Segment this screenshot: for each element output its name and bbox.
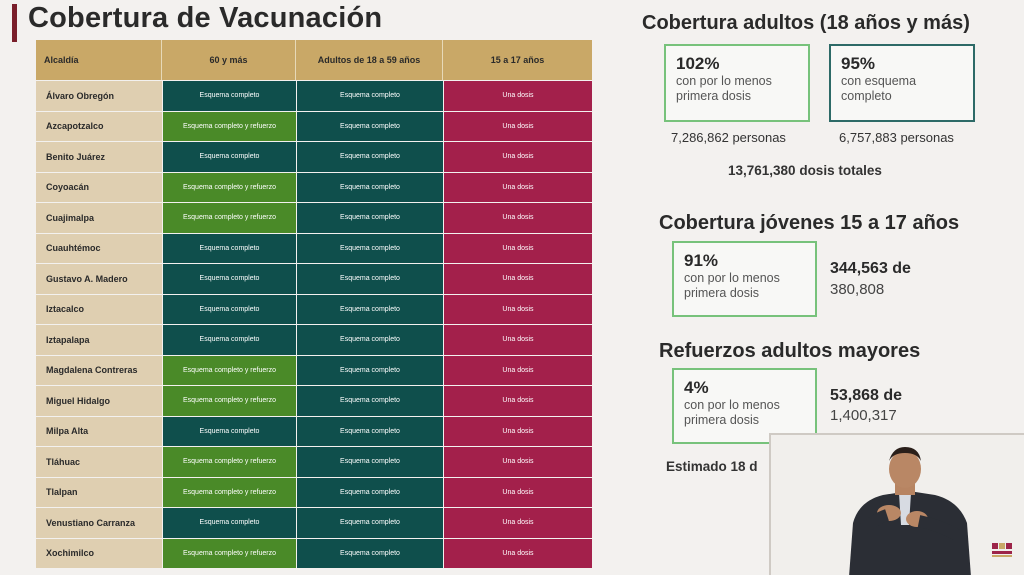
cell-60-mas: Esquema completo: [162, 234, 296, 264]
cell-15-17: Una dosis: [443, 508, 592, 538]
cell-15-17: Una dosis: [443, 112, 592, 142]
cell-15-17: Una dosis: [443, 417, 592, 447]
cell-15-17: Una dosis: [443, 264, 592, 294]
cell-15-17: Una dosis: [443, 386, 592, 416]
cell-18-59: Esquema completo: [296, 447, 443, 477]
youth-count: 344,563 de: [830, 260, 911, 277]
boosters-count: 53,868 de: [830, 387, 903, 404]
table-row: [36, 538, 592, 569]
alcaldia-name: Xochimilco: [36, 539, 162, 569]
cell-18-59: Esquema completo: [296, 234, 443, 264]
table-row: [36, 263, 592, 294]
cell-60-mas: Esquema completo y refuerzo: [162, 356, 296, 386]
alcaldia-name: Cuajimalpa: [36, 203, 162, 233]
adults-complete-persons: 6,757,883 personas: [839, 130, 954, 145]
cell-18-59: Esquema completo: [296, 508, 443, 538]
cell-15-17: Una dosis: [443, 356, 592, 386]
interpreter-figure: [771, 435, 1024, 575]
cell-60-mas: Esquema completo: [162, 508, 296, 538]
cell-60-mas: Esquema completo: [162, 142, 296, 172]
adults-first-dose-persons: 7,286,862 personas: [671, 130, 786, 145]
adults-first-dose-desc-1: con por lo menos: [676, 74, 772, 88]
cell-15-17: Una dosis: [443, 173, 592, 203]
table-row: [36, 233, 592, 264]
cell-18-59: Esquema completo: [296, 295, 443, 325]
youth-total: 380,808: [830, 281, 885, 298]
table-row: [36, 477, 592, 508]
alcaldia-name: Coyoacán: [36, 173, 162, 203]
cell-18-59: Esquema completo: [296, 325, 443, 355]
table-header: [36, 40, 592, 80]
table-row: [36, 507, 592, 538]
cell-18-59: Esquema completo: [296, 81, 443, 111]
table-row: [36, 111, 592, 142]
title-accent-bar: [12, 4, 17, 42]
alcaldia-name: Iztapalapa: [36, 325, 162, 355]
table-row: [36, 385, 592, 416]
youth-desc-1: con por lo menos: [684, 271, 780, 285]
cell-15-17: Una dosis: [443, 539, 592, 569]
youth-heading: Cobertura jóvenes 15 a 17 años: [659, 212, 960, 234]
table-body: [36, 80, 592, 568]
table-row: [36, 355, 592, 386]
boosters-heading: Refuerzos adultos mayores: [659, 340, 921, 362]
header-60-mas: 60 y más: [162, 40, 296, 80]
cell-60-mas: Esquema completo: [162, 325, 296, 355]
page-title: Cobertura de Vacunación: [28, 2, 383, 34]
cell-15-17: Una dosis: [443, 142, 592, 172]
adults-complete-pct: 95%: [841, 54, 876, 73]
cell-18-59: Esquema completo: [296, 112, 443, 142]
table-row: [36, 80, 592, 111]
table-row: [36, 141, 592, 172]
cell-15-17: Una dosis: [443, 81, 592, 111]
sign-language-interpreter-video: [769, 433, 1024, 575]
cell-60-mas: Esquema completo: [162, 81, 296, 111]
alcaldia-name: Miguel Hidalgo: [36, 386, 162, 416]
cell-60-mas: Esquema completo y refuerzo: [162, 386, 296, 416]
cell-60-mas: Esquema completo: [162, 264, 296, 294]
alcaldia-name: Benito Juárez: [36, 142, 162, 172]
cell-15-17: Una dosis: [443, 203, 592, 233]
cell-15-17: Una dosis: [443, 295, 592, 325]
cell-60-mas: Esquema completo y refuerzo: [162, 539, 296, 569]
alcaldia-name: Tlalpan: [36, 478, 162, 508]
cell-18-59: Esquema completo: [296, 173, 443, 203]
header-15-17: 15 a 17 años: [443, 40, 592, 80]
adults-complete-desc-1: con esquema: [841, 74, 917, 88]
cell-60-mas: Esquema completo: [162, 295, 296, 325]
alcaldia-name: Cuauhtémoc: [36, 234, 162, 264]
alcaldia-name: Tláhuac: [36, 447, 162, 477]
cell-18-59: Esquema completo: [296, 478, 443, 508]
adults-total-doses: 13,761,380 dosis totales: [728, 163, 882, 178]
boosters-total: 1,400,317: [830, 407, 897, 424]
alcaldia-name: Gustavo A. Madero: [36, 264, 162, 294]
cell-60-mas: Esquema completo y refuerzo: [162, 112, 296, 142]
cell-60-mas: Esquema completo y refuerzo: [162, 203, 296, 233]
cell-60-mas: Esquema completo y refuerzo: [162, 478, 296, 508]
table-row: [36, 446, 592, 477]
alcaldia-name: Milpa Alta: [36, 417, 162, 447]
adults-complete-box: [829, 44, 975, 122]
table-row: [36, 416, 592, 447]
boosters-estimate-note: Estimado 18 d: [666, 459, 758, 474]
boosters-desc-2: primera dosis: [684, 413, 760, 427]
cell-60-mas: Esquema completo: [162, 417, 296, 447]
cell-18-59: Esquema completo: [296, 386, 443, 416]
alcaldia-name: Álvaro Obregón: [36, 81, 162, 111]
youth-first-dose-box: [672, 241, 817, 317]
cell-18-59: Esquema completo: [296, 203, 443, 233]
adults-complete-desc-2: completo: [841, 89, 892, 103]
adults-first-dose-pct: 102%: [676, 54, 720, 73]
alcaldia-name: Iztacalco: [36, 295, 162, 325]
youth-pct: 91%: [684, 251, 719, 270]
cell-18-59: Esquema completo: [296, 142, 443, 172]
adults-first-dose-desc-2: primera dosis: [676, 89, 752, 103]
cell-15-17: Una dosis: [443, 234, 592, 264]
adults-heading: Cobertura adultos (18 años y más): [642, 12, 970, 34]
youth-desc-2: primera dosis: [684, 286, 760, 300]
boosters-pct: 4%: [684, 378, 709, 397]
cell-60-mas: Esquema completo y refuerzo: [162, 447, 296, 477]
header-alcaldia: Alcaldía: [36, 40, 162, 80]
table-row: [36, 202, 592, 233]
alcaldia-name: Azcapotzalco: [36, 112, 162, 142]
cell-15-17: Una dosis: [443, 478, 592, 508]
alcaldia-name: Venustiano Carranza: [36, 508, 162, 538]
cell-18-59: Esquema completo: [296, 264, 443, 294]
cell-18-59: Esquema completo: [296, 539, 443, 569]
header-18-59: Adultos de 18 a 59 años: [296, 40, 443, 80]
cell-15-17: Una dosis: [443, 325, 592, 355]
cdmx-logo-icon: [990, 541, 1014, 559]
cell-18-59: Esquema completo: [296, 417, 443, 447]
table-row: [36, 324, 592, 355]
table-row: [36, 172, 592, 203]
alcaldia-name: Magdalena Contreras: [36, 356, 162, 386]
cell-15-17: Una dosis: [443, 447, 592, 477]
cell-60-mas: Esquema completo y refuerzo: [162, 173, 296, 203]
cell-18-59: Esquema completo: [296, 356, 443, 386]
table-row: [36, 294, 592, 325]
adults-first-dose-box: [664, 44, 810, 122]
boosters-desc-1: con por lo menos: [684, 398, 780, 412]
coverage-table: [36, 40, 592, 568]
